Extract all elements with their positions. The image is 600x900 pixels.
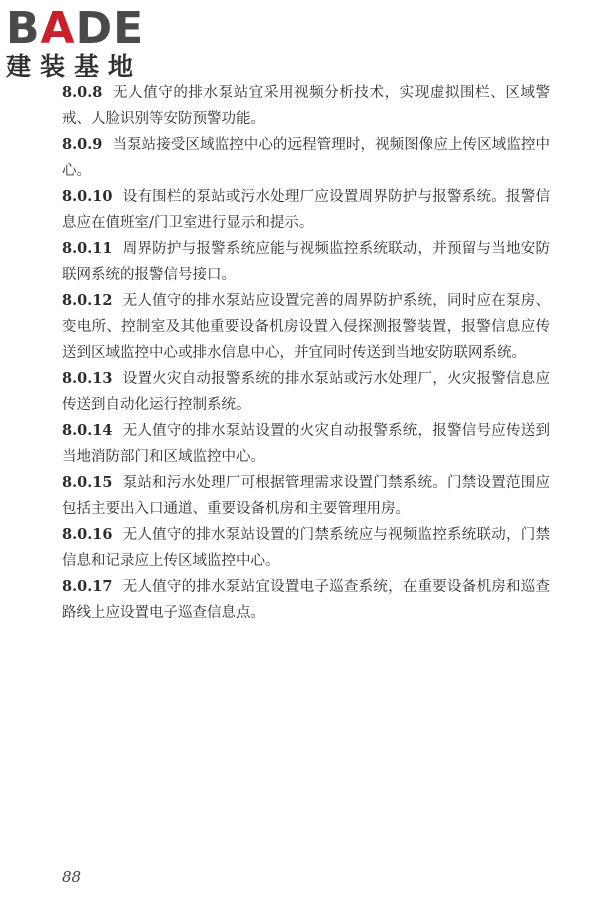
logo-wordmark	[6, 4, 176, 54]
clause-8-0-11	[62, 236, 550, 288]
clause-8-0-12	[62, 288, 550, 366]
logo-subtitle: 建装基地	[6, 52, 143, 81]
clause-text: 设有围栏的泵站或污水处理厂应设置周界防护与报警系统。报警信息应在值班室/门卫室进行显示和提示。	[62, 189, 550, 231]
clause-8-0-10	[62, 184, 550, 236]
clause-text: 泵站和污水处理厂可根据管理需求设置门禁系统。门禁设置范围应包括主要出入口通道、重要设备机房和主要管理用房。	[62, 475, 550, 517]
clause-number: 8.0.10	[62, 188, 113, 205]
clause-text: 当泵站接受区域监控中心的远程管理时，视频图像应上传区域监控中心。	[62, 137, 550, 179]
clause-number: 8.0.16	[62, 526, 113, 543]
clause-8-0-13	[62, 366, 550, 418]
clause-number: 8.0.13	[62, 370, 113, 387]
clause-text: 无人值守的排水泵站应设置完善的周界防护系统，同时应在泵房、变电所、控制室及其他重要设备机房设置入侵探测报警装置，报警信息应传送到区域监控中心或排水信息中心，并宜同时传送到当地安防联网系统。	[62, 293, 550, 361]
clause-8-0-16	[62, 522, 550, 574]
clause-8-0-14	[62, 418, 550, 470]
document-body	[62, 80, 550, 626]
logo-letter-a: A	[40, 3, 76, 54]
clause-8-0-9	[62, 132, 550, 184]
clause-text: 周界防护与报警系统应能与视频监控系统联动，并预留与当地安防联网系统的报警信号接口。	[62, 241, 550, 283]
clause-number: 8.0.14	[62, 422, 113, 439]
clause-number: 8.0.12	[62, 292, 113, 309]
site-logo	[6, 4, 176, 82]
clause-number: 8.0.11	[62, 240, 113, 257]
clause-text: 设置火灾自动报警系统的排水泵站或污水处理厂，火灾报警信息应传送到自动化运行控制系统。	[62, 371, 550, 413]
logo-letter-b: B	[6, 3, 41, 54]
clause-8-0-15	[62, 470, 550, 522]
clause-number: 8.0.8	[62, 84, 103, 101]
clause-number: 8.0.15	[62, 474, 113, 491]
page-number: 88	[62, 868, 82, 886]
clause-number: 8.0.17	[62, 578, 113, 595]
clause-8-0-17	[62, 574, 550, 626]
logo-letters-de: DE	[75, 3, 145, 54]
clause-number: 8.0.9	[62, 136, 103, 153]
clause-text: 无人值守的排水泵站设置的门禁系统应与视频监控系统联动，门禁信息和记录应上传区域监控中心。	[62, 527, 550, 569]
clause-text: 无人值守的排水泵站宜设置电子巡查系统，在重要设备机房和巡查路线上应设置电子巡查信息点。	[62, 579, 550, 621]
clause-8-0-8	[62, 80, 550, 132]
clause-text: 无人值守的排水泵站设置的火灾自动报警系统，报警信号应传送到当地消防部门和区域监控中心。	[62, 423, 550, 465]
clause-text: 无人值守的排水泵站宜采用视频分析技术，实现虚拟围栏、区域警戒、人脸识别等安防预警功能。	[62, 85, 550, 127]
